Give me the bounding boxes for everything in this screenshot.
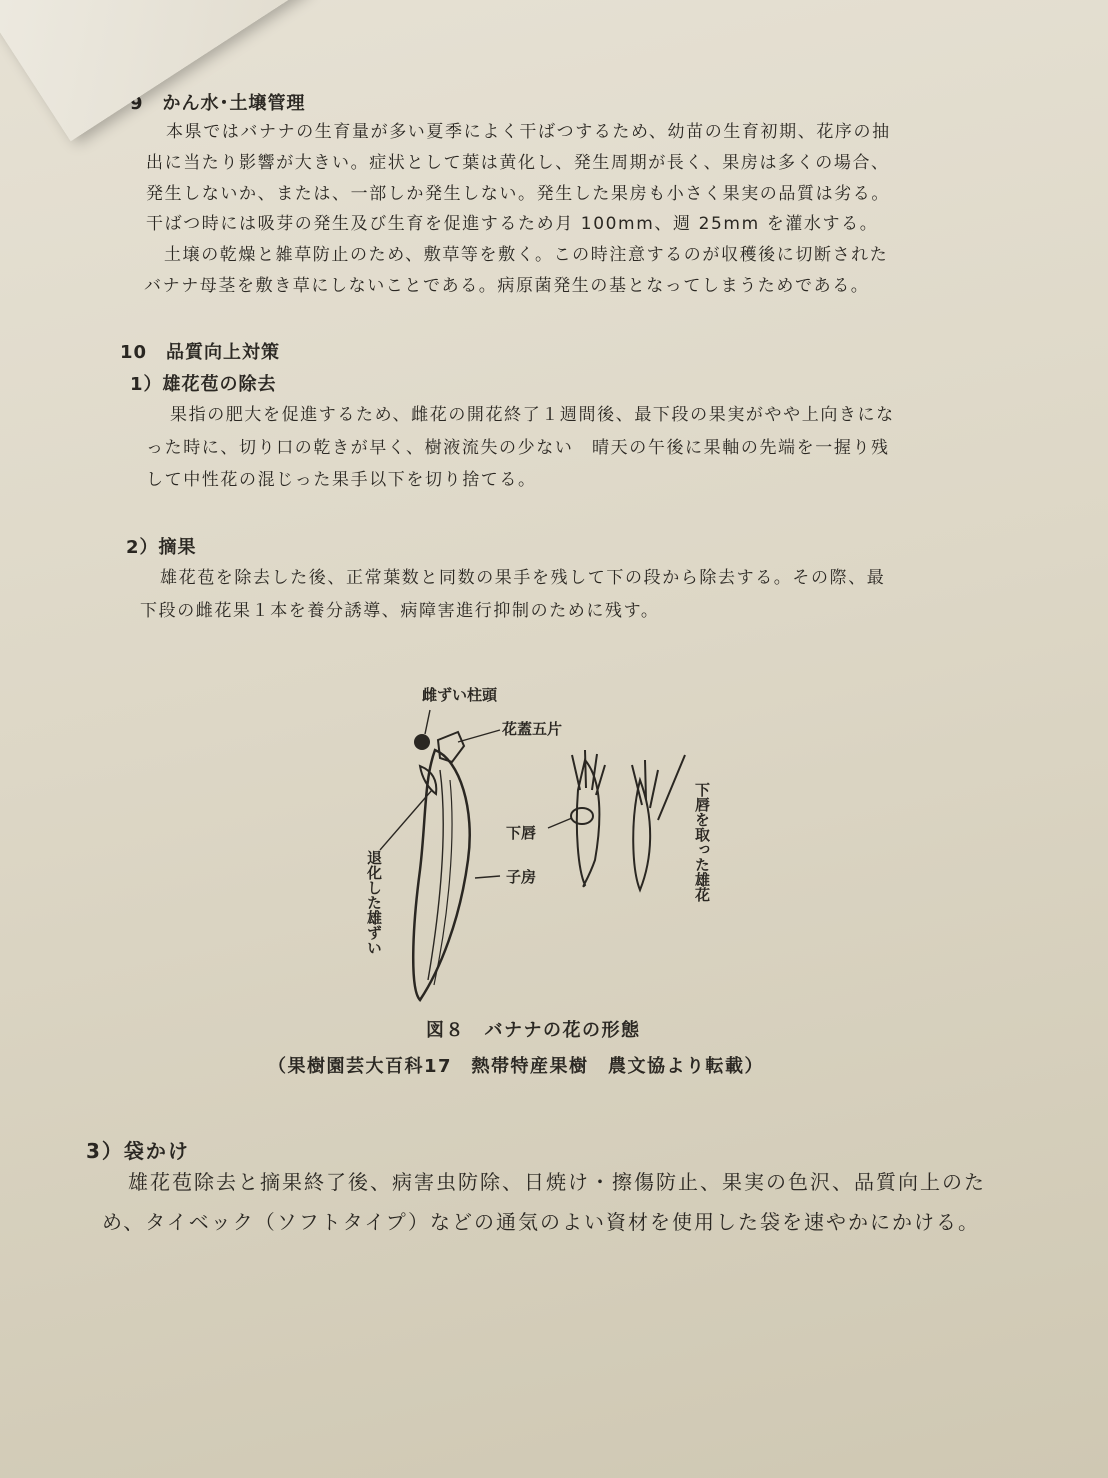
label-perianth: 花蓋五片 — [502, 720, 563, 738]
s9-line-6: バナナ母茎を敷き草にしないことである。病原菌発生の基となってしまうためである。 — [144, 276, 870, 296]
label-stigma: 雌ずい柱頭 — [422, 686, 498, 704]
banana-flower-figure — [340, 670, 740, 1010]
sub3-line-2: め、タイベック（ソフトタイプ）などの通気のよい資材を使用した袋を速やかにかける。 — [102, 1210, 980, 1234]
sub1-line-3: して中性花の混じった果手以下を切り捨てる。 — [146, 470, 537, 490]
label-male-flower-no-lip: 下唇を取った雄花 — [693, 782, 711, 902]
sub1-line-2: った時に、切り口の乾きが早く、樹液流失の少ない 晴天の午後に果軸の先端を一握り残 — [146, 438, 890, 458]
stigma-drawing — [414, 734, 430, 750]
s9-line-4: 干ばつ時には吸芽の発生及び生育を促進するため月 100mm、週 25mm を灌水する。 — [146, 214, 879, 234]
label-ovary: 子房 — [506, 868, 537, 886]
s9-line-5: 土壌の乾燥と雑草防止のため、敷草等を敷く。この時注意するのが収穫後に切断された — [164, 245, 889, 265]
figure-caption: 図８ バナナの花の形態 — [426, 1020, 641, 1041]
s9-line-3: 発生しないか、または、一部しか発生しない。発生した果房も小さく果実の品質は劣る。 — [146, 184, 890, 204]
sub2-line-1: 雄花苞を除去した後、正常葉数と同数の果手を残して下の段から除去する。その際、最 — [160, 568, 886, 588]
sub1-heading: 1）雄花苞の除去 — [130, 374, 277, 395]
label-lower-lip: 下唇 — [506, 824, 537, 842]
section-9-heading: 9 かん水･土壌管理 — [130, 93, 306, 114]
figure-source: （果樹園芸大百科17 熱帯特産果樹 農文協より転載） — [268, 1056, 765, 1077]
label-degenerated-stamen: 退化した雄ずい — [365, 850, 383, 955]
sub2-line-2: 下段の雌花果１本を養分誘導、病障害進行抑制のために残す。 — [140, 601, 660, 621]
s9-line-2: 出に当たり影響が大きい。症状として葉は黄化し、発生周期が長く、果房は多くの場合、 — [146, 153, 890, 173]
sub2-heading: 2）摘果 — [126, 537, 197, 558]
s9-line-1: 本県ではバナナの生育量が多い夏季によく干ばつするため、幼苗の生育初期、花序の抽 — [166, 122, 891, 142]
male-flower-no-lip-drawing — [633, 780, 650, 890]
sub3-heading: 3）袋かけ — [86, 1139, 190, 1163]
section-10-heading: 10 品質向上対策 — [120, 342, 281, 363]
sub1-line-1: 果指の肥大を促進するため、雌花の開花終了１週間後、最下段の果実がやや上向きにな — [170, 405, 895, 425]
sub3-line-1: 雄花苞除去と摘果終了後、病害虫防除、日焼け・擦傷防止、果実の色沢、品質向上のた — [128, 1170, 986, 1194]
